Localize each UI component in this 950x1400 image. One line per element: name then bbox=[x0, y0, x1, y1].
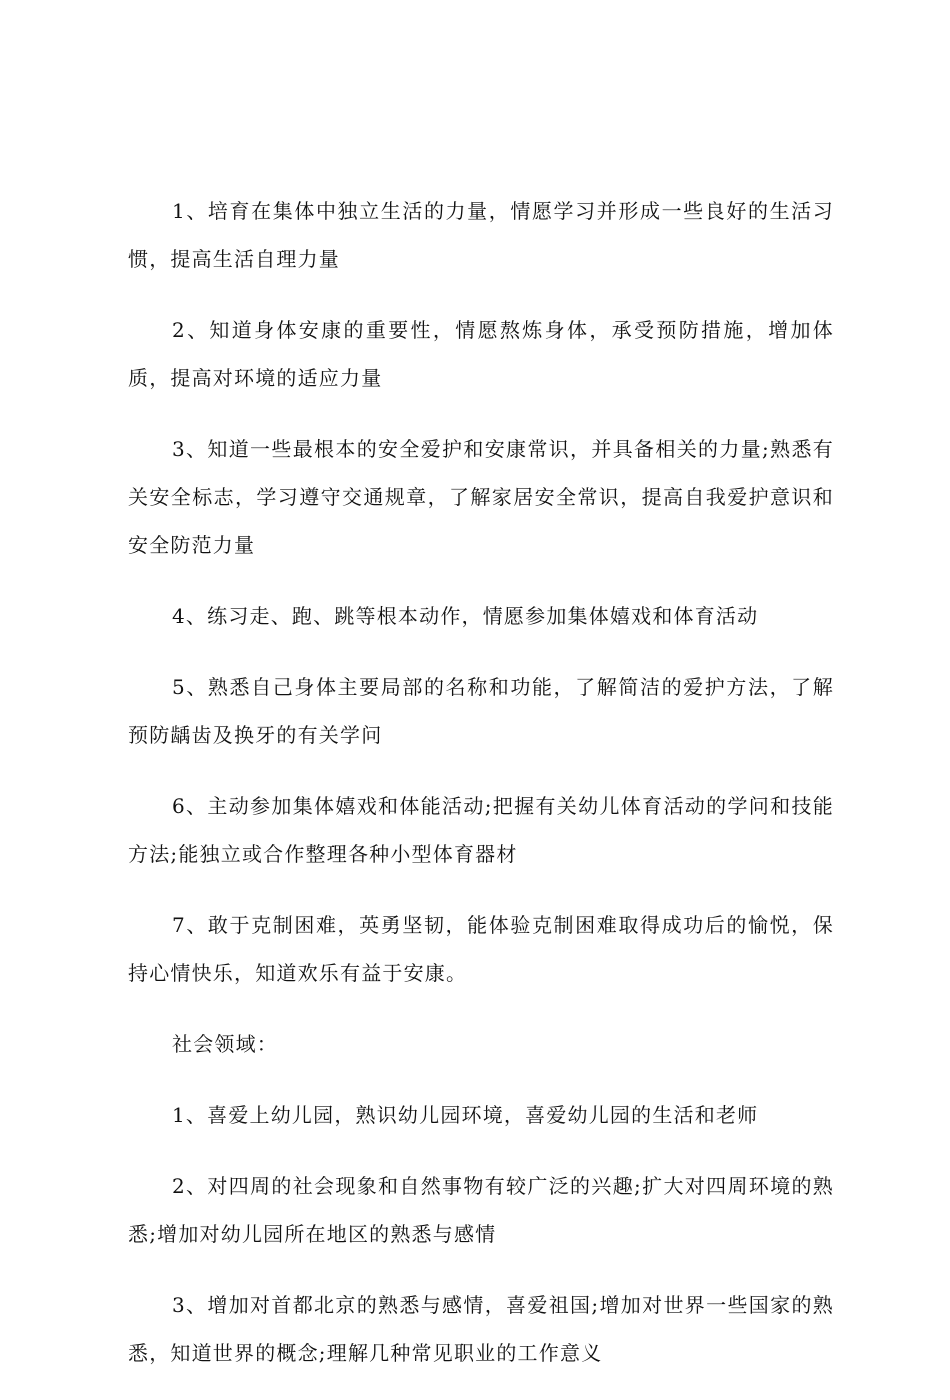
document-body bbox=[128, 187, 834, 1400]
section-heading-social: 社会领域： bbox=[172, 1032, 278, 1056]
paragraph-health-goal-7: 7、敢于克制困难，英勇坚韧，能体验克制困难取得成功后的愉悦，保持心情快乐，知道欢乐有益于安康。 bbox=[128, 913, 834, 985]
paragraph-health-goal-5: 5、熟悉自己身体主要局部的名称和功能，了解简洁的爱护方法，了解预防龋齿及换牙的有关学问 bbox=[128, 675, 834, 747]
paragraph-health-goal-1: 1、培育在集体中独立生活的力量，情愿学习并形成一些良好的生活习惯，提高生活自理力量 bbox=[128, 199, 834, 271]
paragraph-social-goal-2: 2、对四周的社会现象和自然事物有较广泛的兴趣;扩大对四周环境的熟悉;增加对幼儿园所在地区的熟悉与感情 bbox=[128, 1174, 834, 1246]
paragraph-social-goal-1: 1、喜爱上幼儿园，熟识幼儿园环境，喜爱幼儿园的生活和老师 bbox=[172, 1103, 759, 1127]
paragraph-health-goal-6: 6、主动参加集体嬉戏和体能活动;把握有关幼儿体育活动的学问和技能方法;能独立或合作整理各种小型体育器材 bbox=[128, 794, 834, 866]
paragraph-social-goal-3: 3、增加对首都北京的熟悉与感情，喜爱祖国;增加对世界一些国家的熟悉，知道世界的概念;理解几种常见职业的工作意义 bbox=[128, 1293, 834, 1365]
paragraph-health-goal-3: 3、知道一些最根本的安全爱护和安康常识，并具备相关的力量;熟悉有关安全标志，学习遵守交通规章，了解家居安全常识，提高自我爱护意识和安全防范力量 bbox=[128, 437, 834, 557]
paragraph-health-goal-4: 4、练习走、跑、跳等根本动作，情愿参加集体嬉戏和体育活动 bbox=[172, 604, 759, 628]
paragraph-health-goal-2: 2、知道身体安康的重要性，情愿熬炼身体，承受预防措施，增加体质，提高对环境的适应力量 bbox=[128, 318, 834, 390]
